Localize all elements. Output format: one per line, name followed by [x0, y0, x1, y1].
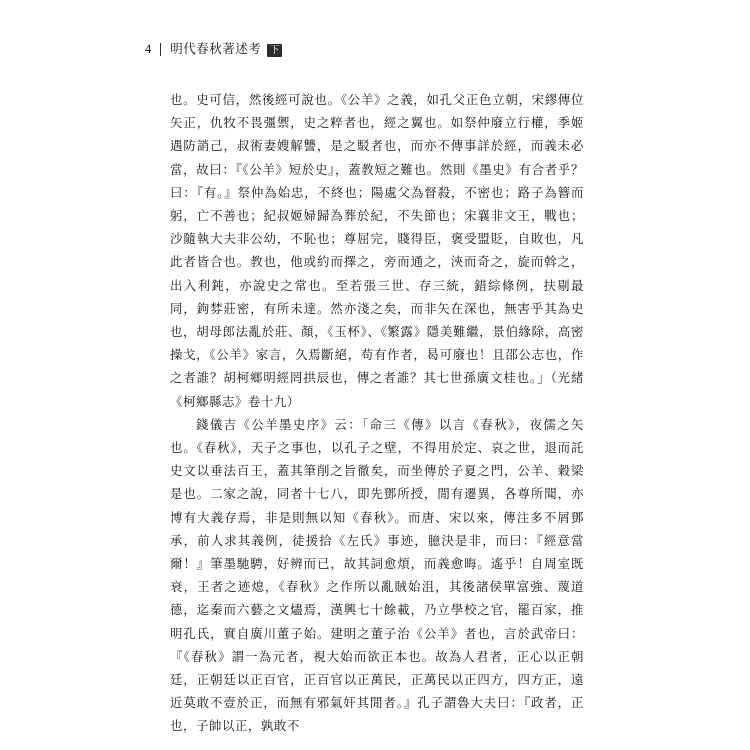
page-number: 4 [145, 41, 152, 56]
paragraph-1: 也。史可信，然後經可說也。《公羊》之義，如孔父正色立朝，宋繆傳位矢正，仇牧不畏彊禦，史之粹者也，經之翼也。如祭仲廢立行權，季姬遇防誚己，叔術妻嫂解讐，是之駁者也，而亦不傳事詳於經，而義未必當，故曰：『《公羊》短於史』，蓋教短之難也。然則《墨史》有合者乎？曰：『有。』祭仲為始忠，不終也；陽處父為督殺，不密也；路子為簪而躬，亡不善也；紀叔姬婦歸為葬於紀，不失節也；宋襄非文王，戰也；沙隨執大夫非公幼，不恥也；尊屈完，賤得臣，褒受盟貶，自敗也，凡此者皆合也。教也，他或約而擇之，旁而通之，浹而奇之，旋而斡之，出入利鈍，亦說史之常也。至若張三世、存三統，錯綜條例，扶剔最同，鉤棼莊密，有所未達。然亦淺之矣，而非矢在深也，無害乎其為史也，胡母郎法亂於莊、顏，《玉杯》、《繁露》隱美難繼，景伯緣除，高密操戈，《公羊》家言，久焉斷絕，苟有作者，曷可廢也！且邵公志也，作之者誰？胡柯鄉明經罔拱辰也，傳之者誰？其七世孫廣文桂也。」（光緒《柯鄉縣志》卷十九） [170, 92, 584, 409]
header-divider [160, 43, 161, 56]
volume-badge: 下 [267, 44, 282, 57]
running-header [145, 38, 605, 60]
paragraph-2: 錢儀吉《公羊墨史序》云：「命三《傳》以言《春秋》，夜儒之矢也。《春秋》，天子之事也，以孔子之壁，不得用於定、哀之世，退而託史文以垂法百王，蓋其筆削之旨徹矣，而坐傳於子夏之門，公羊、穀梁是也。二家之說，同者十七八，即先鄧所授，閒有遷異，各尊所聞，亦博有大義存焉，非是則無以知《春秋》。而唐、宋以來，傳注多不屑鄧承，前人求其義例，徒援拾《左氏》事迹，臆決是非，而曰：『經意當爾！』筆墨馳騁，好辨而已，故其詞愈煩，而義愈晦。遙乎！自周室既衰，王者之迹熄，《春秋》之作所以亂賊始沮，其後諸侯單富強、蔑道德，迄秦而六藝之文燼焉，漢興七十餘載，乃立學校之官，罷百家，推明孔氏，實自廣川董子始。建明之董子治《公羊》者也，言於武帝曰：『《春秋》謂一為元者，視大始而欲正本也。故為人君者，正心以正朝廷，正朝廷以正百官，正百官以正萬民，正萬民以正四方，四方正，遠近莫敢不壹於正，而無有邪氣奸其閒者。』孔子謂魯大夫曰：『政者，正也，子帥以正，孰敢不 [170, 416, 584, 734]
body-text-column [170, 88, 584, 738]
book-title: 明代春秋著述考 [170, 40, 262, 56]
